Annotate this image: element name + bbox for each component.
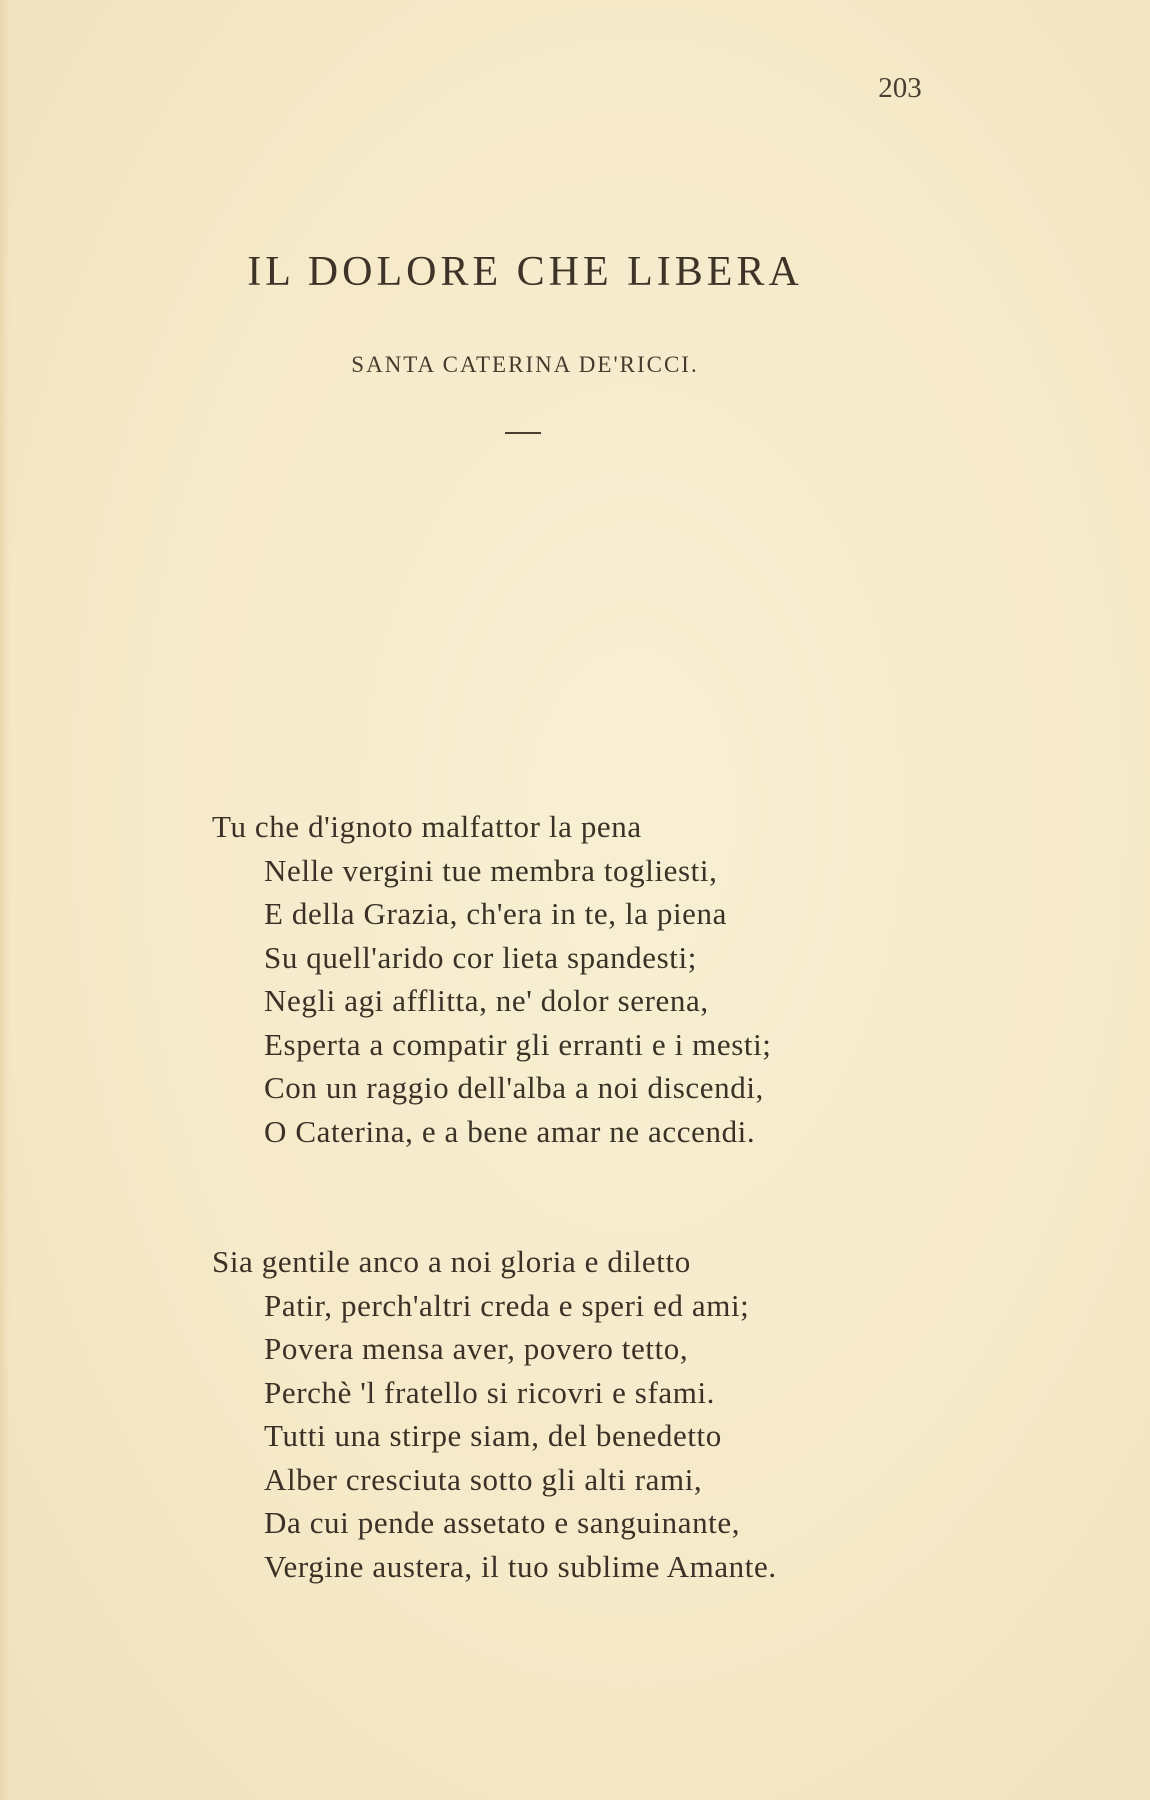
title-separator-dash (505, 432, 541, 434)
verse-line: Su quell'arido cor lieta spandesti; (264, 939, 697, 975)
verse-line: Nelle vergini tue membra togliesti, (264, 852, 718, 888)
verse-line: O Caterina, e a bene amar ne accendi. (264, 1113, 756, 1149)
verse-line: E della Grazia, ch'era in te, la piena (264, 896, 728, 931)
poem-subtitle: SANTA CATERINA DE'RICCI. (351, 352, 699, 377)
verse-line: Tu che d'ignoto malfattor la pena (212, 809, 642, 844)
verse-line: Povera mensa aver, povero tetto, (264, 1331, 689, 1366)
page-number: 203 (878, 72, 922, 104)
verse-line: Con un raggio dell'alba a noi discendi, (264, 1070, 764, 1105)
verse-line: Patir, perch'altri creda e speri ed ami; (264, 1287, 750, 1323)
verse-line: Tutti una stirpe siam, del benedetto (264, 1418, 722, 1453)
verse-line: Perchè 'l fratello si ricovri e sfami. (264, 1374, 716, 1410)
stanza-2 (212, 1240, 777, 1588)
verse-line: Esperta a compatir gli erranti e i mesti; (264, 1026, 772, 1062)
poem-title: IL DOLORE CHE LIBERA (247, 249, 803, 295)
verse-line: Vergine austera, il tuo sublime Amante. (264, 1548, 777, 1584)
stanza-1 (212, 805, 772, 1153)
verse-line: Alber cresciuta sotto gli alti rami, (264, 1461, 703, 1497)
verse-line: Da cui pende assetato e sanguinante, (264, 1505, 741, 1540)
verse-line: Sia gentile anco a noi gloria e diletto (212, 1244, 691, 1279)
verse-line: Negli agi afflitta, ne' dolor serena, (264, 983, 709, 1018)
